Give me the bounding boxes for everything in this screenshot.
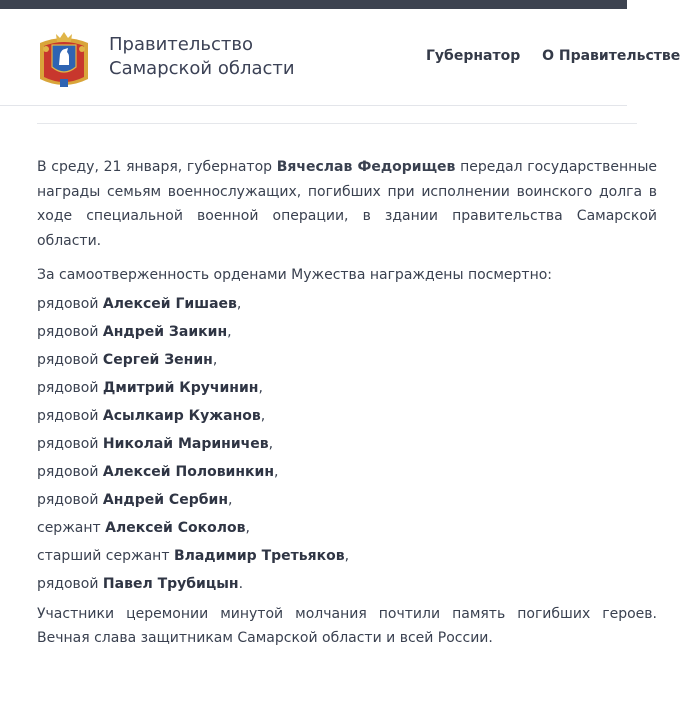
awardee-name: Асылкаир Кужанов — [102, 407, 261, 424]
main-nav — [426, 46, 697, 66]
site-title-line2: Самарской области — [109, 58, 295, 79]
awardee-rank: рядовой — [37, 575, 99, 592]
awardee-name: Алексей Гишаев — [102, 295, 237, 312]
awardee-rank: рядовой — [37, 407, 99, 424]
governor-name: Вячеслав Федорищев — [276, 159, 456, 175]
site-title[interactable] — [109, 33, 295, 81]
lead-text-before: В среду, 21 января, губернатор — [37, 159, 277, 175]
awardee-rank: рядовой — [37, 323, 99, 340]
awardee-rank: рядовой — [37, 295, 99, 312]
awardee-name: Владимир Третьяков — [173, 547, 345, 564]
article-body — [37, 155, 657, 651]
awardee-punct: , — [260, 407, 266, 424]
top-bar — [0, 0, 627, 9]
awardee-name: Алексей Соколов — [105, 519, 246, 536]
awards-intro: За самоотверженность орденами Мужества награждены посмертно: — [37, 267, 553, 283]
awardee-name: Николай Мариничев — [102, 435, 269, 452]
awardee-name: Алексей Половинкин — [102, 463, 275, 480]
closing-paragraph: Участники церемонии минутой молчания почтили память погибших героев. Вечная слава защитникам Самарской области и всей России. — [37, 605, 657, 646]
awardee-punct: , — [258, 379, 263, 396]
nav-item-governor[interactable]: Губернатор — [426, 48, 521, 64]
lead-paragraph — [37, 155, 657, 253]
awardee-name: Павел Трубицын — [102, 575, 239, 592]
awardee-rank: рядовой — [37, 435, 99, 452]
awardee-punct: , — [344, 547, 350, 564]
awardee-name: Андрей Заикин — [102, 323, 228, 340]
awardee-rank: рядовой — [37, 463, 99, 480]
awardee-punct: , — [212, 351, 218, 368]
awardee-punct: . — [238, 575, 244, 592]
content-divider — [37, 123, 637, 124]
awardee-rank: рядовой — [37, 379, 99, 396]
awardees-list — [37, 288, 657, 600]
awardee-punct: , — [236, 295, 242, 312]
awardee-punct: , — [268, 435, 274, 452]
samara-coat-of-arms-icon[interactable] — [34, 27, 94, 91]
site-header — [0, 9, 681, 106]
awardee-rank: рядовой — [37, 491, 99, 508]
awardee-name: Дмитрий Кручинин — [102, 379, 259, 396]
awardee-name: Сергей Зенин — [102, 351, 213, 368]
awardee-rank: рядовой — [37, 351, 99, 368]
nav-item-about-government[interactable]: О Правительстве — [542, 48, 681, 64]
lead-text-after: передал государственные награды семьям военнослужащих, погибших при исполнении воинского долга в ходе специальной военной операции, в здании правительства Самарской области. — [37, 159, 657, 249]
list-item — [37, 568, 657, 600]
awardee-punct: , — [274, 463, 279, 480]
awardee-punct: , — [228, 491, 233, 508]
awardee-rank: старший сержант — [37, 547, 170, 564]
awardee-punct: , — [245, 519, 250, 536]
awardee-name: Андрей Сербин — [102, 491, 228, 508]
awardee-rank: сержант — [37, 519, 101, 536]
awardee-punct: , — [227, 323, 232, 340]
site-title-line1: Правительство — [109, 34, 253, 55]
